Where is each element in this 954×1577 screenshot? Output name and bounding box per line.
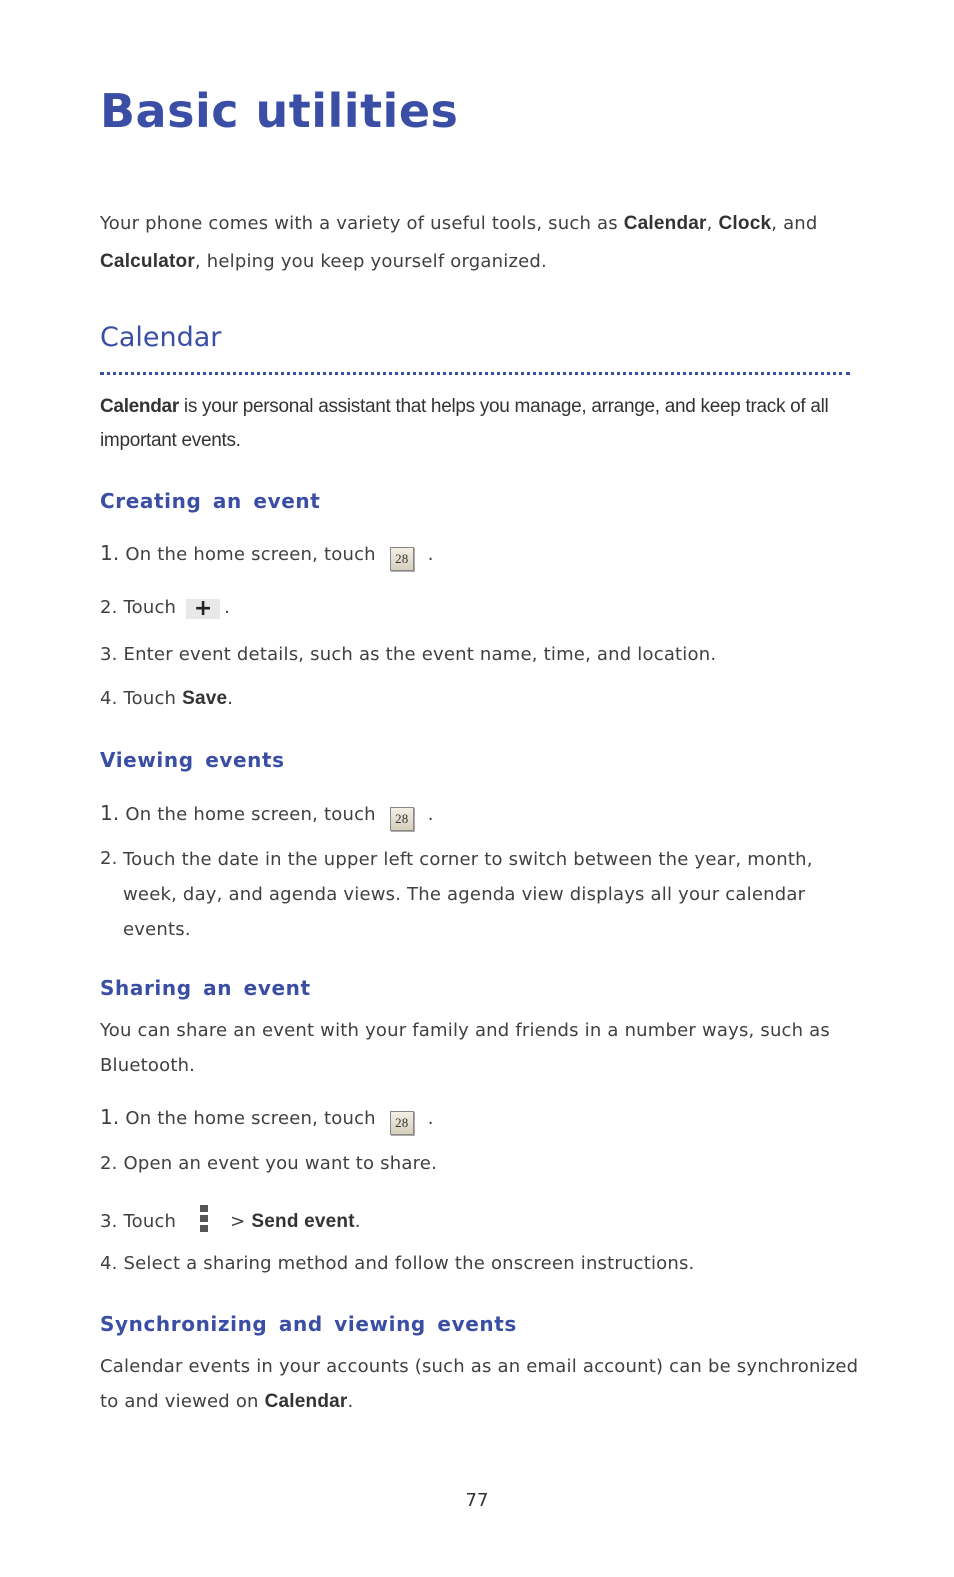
sharing-step-2: 2. Open an event you want to share. xyxy=(100,1153,437,1174)
page-title: Basic utilities xyxy=(100,84,459,138)
sync-events-heading: Synchronizing and viewing events xyxy=(100,1312,517,1336)
viewing-step-2-number: 2. xyxy=(100,848,118,869)
viewing-step-1: 1. On the home screen, touch 28 . xyxy=(100,801,434,831)
creating-step-4: 4. Touch Save. xyxy=(100,688,234,709)
calendar-description: Calendar is your personal assistant that helps you manage, arrange, and keep track of all important events. xyxy=(100,396,829,451)
calendar-heading: Calendar xyxy=(100,322,222,353)
intro-paragraph: Your phone comes with a variety of useful tools, such as Calendar, Clock, and Calculator, helping you keep yourself organized. xyxy=(100,213,818,272)
sharing-event-heading: Sharing an event xyxy=(100,976,311,1000)
section-divider xyxy=(100,372,850,375)
calendar-icon: 28 xyxy=(390,1111,414,1135)
sharing-step-3: 3. Touch > Send event. xyxy=(100,1205,361,1235)
plus-icon: + xyxy=(186,599,220,619)
viewing-step-2-text: Touch the date in the upper left corner to switch between the year, month, week, day, and agenda views. The agenda view displays all your calendar events. xyxy=(123,849,813,940)
overflow-menu-icon xyxy=(200,1205,208,1235)
sharing-step-1: 1. On the home screen, touch 28 . xyxy=(100,1105,434,1135)
creating-step-1: 1. On the home screen, touch 28 . xyxy=(100,541,434,571)
calendar-icon: 28 xyxy=(390,807,414,831)
sharing-step-4: 4. Select a sharing method and follow the onscreen instructions. xyxy=(100,1253,695,1274)
creating-event-heading: Creating an event xyxy=(100,489,321,513)
viewing-events-heading: Viewing events xyxy=(100,748,285,772)
creating-step-3: 3. Enter event details, such as the event name, time, and location. xyxy=(100,644,717,665)
sharing-intro: You can share an event with your family and friends in a number ways, such as Bluetooth. xyxy=(100,1020,830,1076)
calendar-icon: 28 xyxy=(390,547,414,571)
page-number: 77 xyxy=(465,1490,489,1511)
sync-paragraph: Calendar events in your accounts (such as an email account) can be synchronized to and viewed on Calendar. xyxy=(100,1356,859,1412)
creating-step-2: 2. Touch + . xyxy=(100,596,231,621)
